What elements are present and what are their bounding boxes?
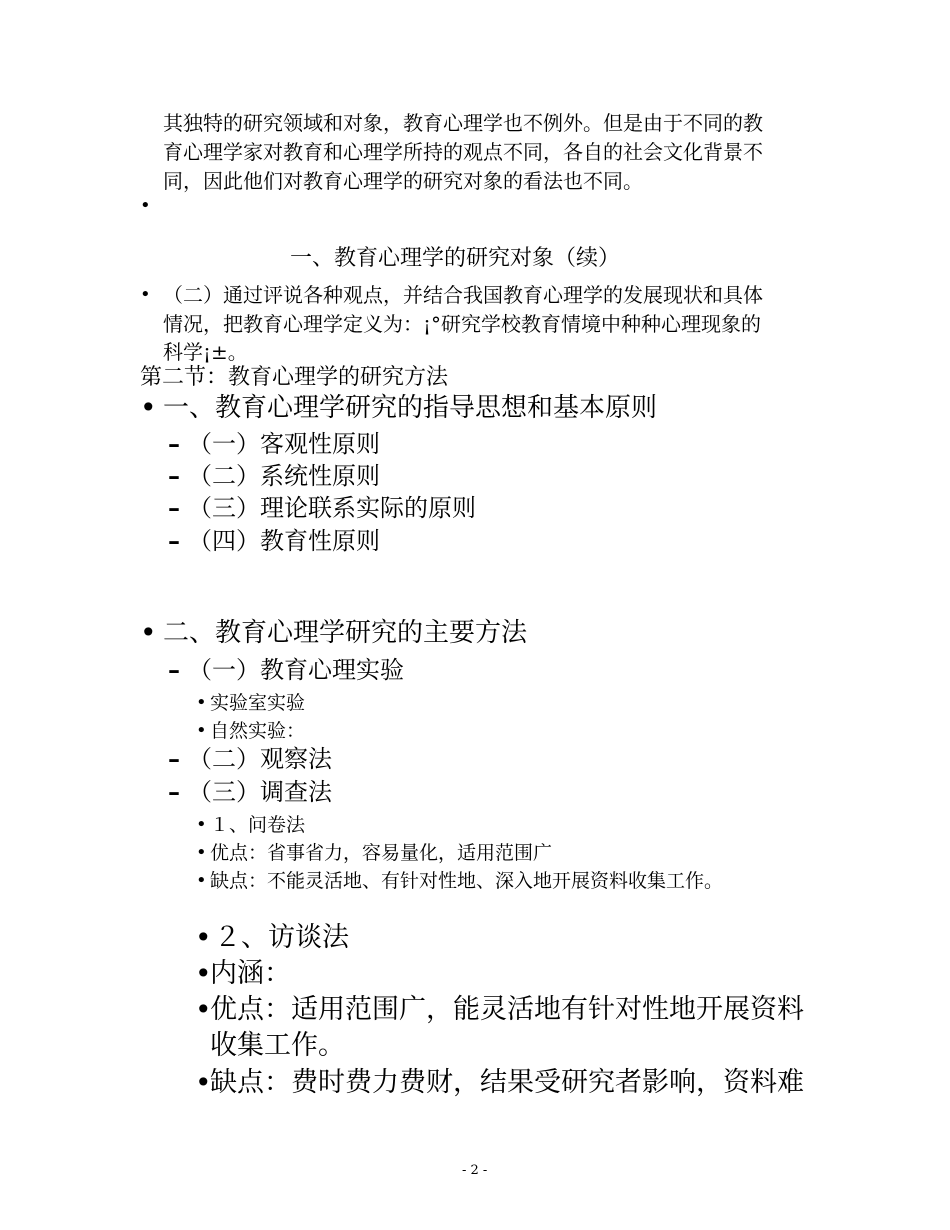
dash-marker: – [168, 526, 180, 555]
intro-line-1: 其独特的研究领域和对象，教育心理学也不例外。但是由于不同的教 [163, 111, 763, 135]
observation-label: （二）观察法 [188, 745, 332, 773]
intro-line-2: 育心理学家对教育和心理学所持的观点不同，各自的社会文化背景不 [163, 140, 763, 164]
part1-bullet: • [140, 391, 157, 424]
interview-pros-line-2: 收集工作。 [210, 1030, 345, 1061]
dash-marker: – [168, 461, 180, 490]
dash-marker: – [168, 744, 180, 773]
sub-bullet: • [196, 870, 207, 891]
experiment-label: （一）教育心理实验 [188, 656, 404, 684]
interview-bullet: • [195, 957, 212, 990]
section2-title: 第二节：教育心理学的研究方法 [140, 365, 449, 390]
dash-marker: – [168, 493, 180, 522]
definition-line-1: （二）通过评说各种观点，并结合我国教育心理学的发展现状和具体 [163, 283, 763, 307]
intro-line-3: 同，因此他们对教育心理学的研究对象的看法也不同。 [163, 169, 643, 193]
definition-bullet: • [140, 284, 151, 305]
survey-sub: １、问卷法 [210, 814, 306, 836]
part2-heading: 二、教育心理学研究的主要方法 [163, 618, 528, 648]
definition-line-2: 情况，把教育心理学定义为：¡°研究学校教育情境中种种心理现象的 [163, 312, 762, 336]
principle-item: （三）理论联系实际的原则 [188, 494, 476, 522]
sub-bullet: • [196, 692, 207, 713]
sub-bullet: • [196, 842, 207, 863]
interview-cons: 缺点：费时费力费财，结果受研究者影响，资料难 [210, 1067, 804, 1098]
interview-bullet: • [195, 993, 212, 1026]
survey-sub: 优点：省事省力，容易量化，适用范围广 [210, 842, 553, 864]
principle-item: （四）教育性原则 [188, 527, 380, 555]
principle-item: （二）系统性原则 [188, 462, 380, 490]
dash-marker: – [168, 777, 180, 806]
dash-marker: – [168, 655, 180, 684]
survey-sub: 缺点：不能灵活地、有针对性地、深入地开展资料收集工作。 [210, 870, 724, 892]
part2-bullet: • [140, 616, 157, 649]
interview-pros-line-1: 优点：适用范围广，能灵活地有针对性地开展资料 [210, 994, 804, 1025]
empty-bullet: • [140, 195, 151, 216]
sub-bullet: • [196, 720, 207, 741]
survey-label: （三）调查法 [188, 778, 332, 806]
dash-marker: – [168, 429, 180, 458]
section-heading: 一、教育心理学的研究对象（续） [290, 246, 621, 271]
interview-bullet: • [195, 921, 212, 954]
principle-item: （一）客观性原则 [188, 430, 380, 458]
page-number: - 2 - [462, 1163, 488, 1178]
sub-bullet: • [196, 814, 207, 835]
part1-heading: 一、教育心理学研究的指导思想和基本原则 [163, 393, 658, 423]
experiment-sub: 自然实验： [210, 720, 306, 742]
experiment-sub: 实验室实验 [210, 692, 306, 714]
definition-line-3: 科学¡±。 [163, 340, 248, 364]
interview-bullet: • [195, 1066, 212, 1099]
interview-title: ２、访谈法 [214, 922, 349, 953]
interview-meaning: 内涵： [210, 958, 291, 989]
